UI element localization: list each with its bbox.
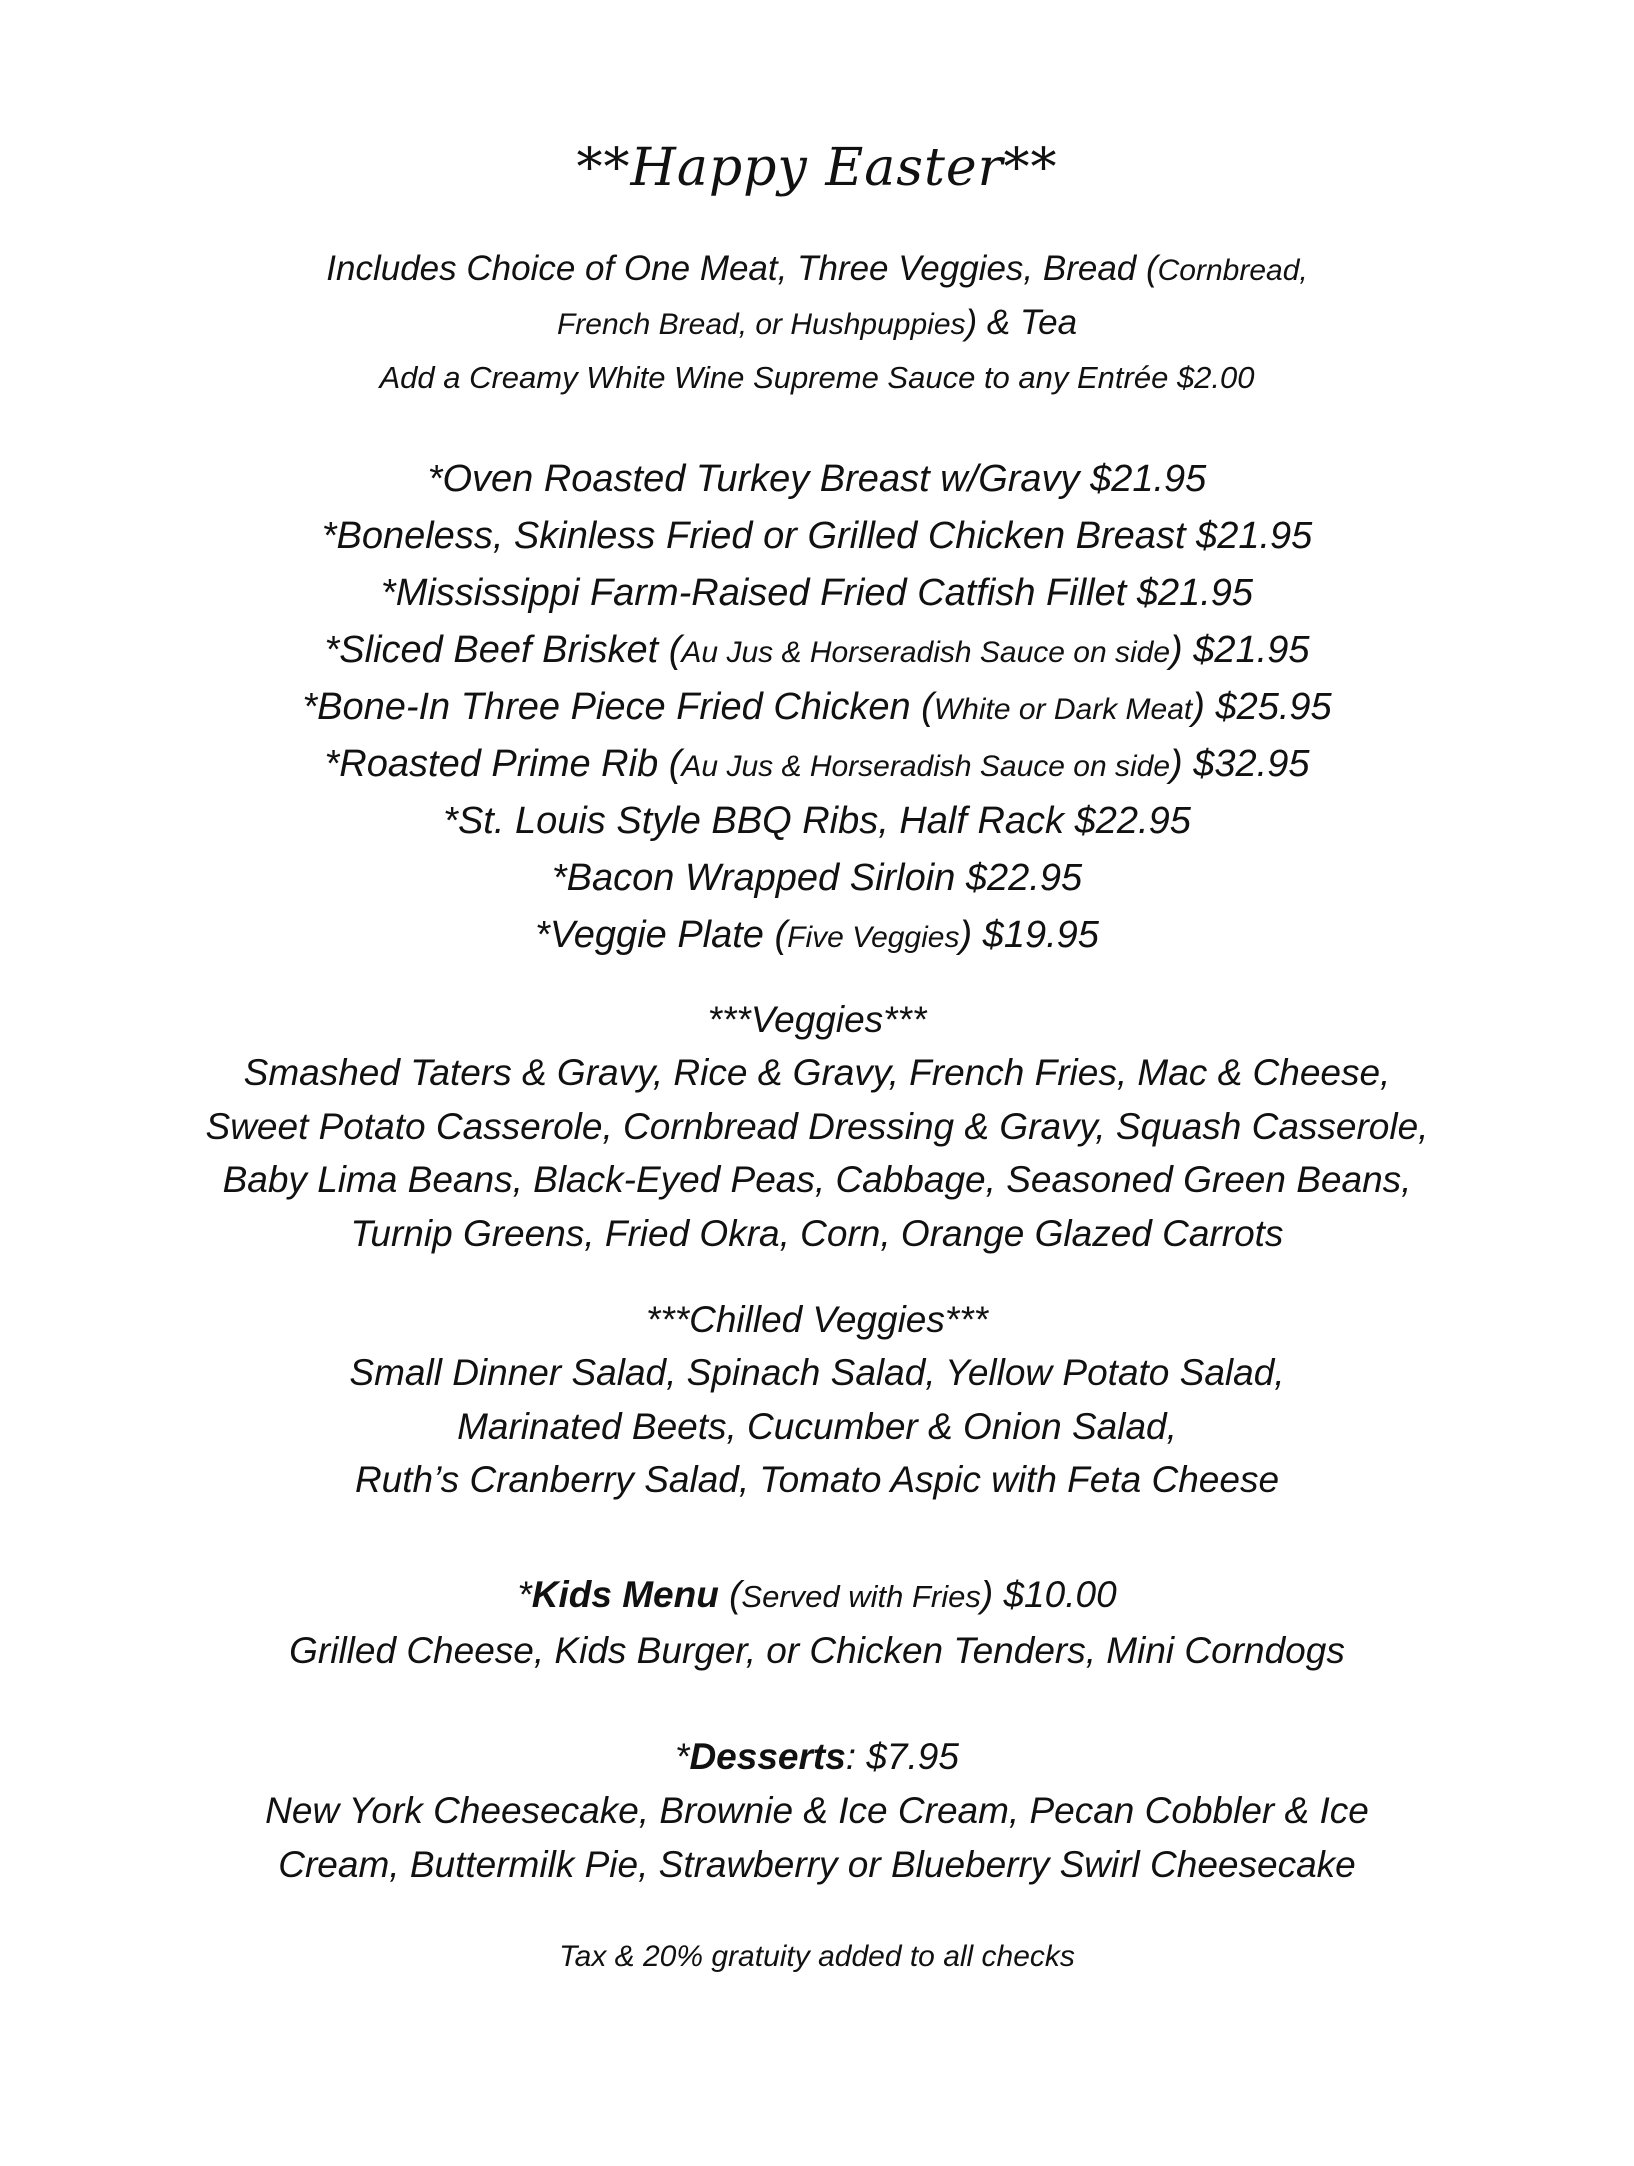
chilled-veggies-line: Small Dinner Salad, Spinach Salad, Yellow Potato Salad, <box>349 1352 1285 1393</box>
intro-line-1: Includes Choice of One Meat, Three Veggies, Bread (Cornbread, <box>326 249 1308 288</box>
veggies-line: Smashed Taters & Gravy, Rice & Gravy, French Fries, Mac & Cheese, <box>243 1052 1391 1093</box>
entree-item: *Bone-In Three Piece Fried Chicken (White or Dark Meat) $25.95 <box>302 686 1332 728</box>
entree-item: *St. Louis Style BBQ Ribs, Half Rack $22.95 <box>443 800 1191 842</box>
kids-menu-items: Grilled Cheese, Kids Burger, or Chicken Tenders, Mini Corndogs <box>289 1630 1345 1671</box>
menu-title: **Happy Easter** <box>576 138 1058 198</box>
entree-item: *Boneless, Skinless Fried or Grilled Chicken Breast $21.95 <box>321 515 1313 557</box>
chilled-veggies-heading: ***Chilled Veggies*** <box>645 1299 989 1340</box>
entree-item: *Sliced Beef Brisket (Au Jus & Horseradish Sauce on side) $21.95 <box>324 629 1310 671</box>
veggies-line: Baby Lima Beans, Black-Eyed Peas, Cabbage, Seasoned Green Beans, <box>222 1159 1412 1200</box>
kids-menu-section <box>0 1568 1634 1678</box>
veggies-list <box>0 1046 1634 1260</box>
veggies-line: Turnip Greens, Fried Okra, Corn, Orange Glazed Carrots <box>350 1212 1284 1254</box>
entree-item: *Mississippi Farm-Raised Fried Catfish Fillet $21.95 <box>380 572 1254 614</box>
chilled-veggies-line: Ruth’s Cranberry Salad, Tomato Aspic with Feta Cheese <box>354 1459 1280 1500</box>
intro-line-2: French Bread, or Hushpuppies) & Tea <box>556 303 1078 342</box>
veggies-line: Sweet Potato Casserole, Cornbread Dressing & Gravy, Squash Casserole, <box>205 1105 1429 1147</box>
entree-item: *Roasted Prime Rib (Au Jus & Horseradish Sauce on side) $32.95 <box>324 743 1310 785</box>
entree-item: *Bacon Wrapped Sirloin $22.95 <box>551 857 1083 899</box>
desserts-line: New York Cheesecake, Brownie & Ice Cream, Pecan Cobbler & Ice <box>265 1790 1369 1831</box>
desserts-heading: *Desserts: $7.95 <box>675 1736 959 1777</box>
veggies-heading: ***Veggies*** <box>707 999 927 1040</box>
intro-text <box>0 243 1634 351</box>
entree-list <box>0 452 1634 965</box>
desserts-section <box>0 1730 1634 1892</box>
desserts-line: Cream, Buttermilk Pie, Strawberry or Blueberry Swirl Cheesecake <box>278 1844 1356 1885</box>
sauce-addon-text: Add a Creamy White Wine Supreme Sauce to any Entrée $2.00 <box>379 360 1255 395</box>
entree-item: *Veggie Plate (Five Veggies) $19.95 <box>535 914 1099 956</box>
kids-menu-heading: *Kids Menu (Served with Fries) $10.00 <box>517 1574 1117 1615</box>
footer-note: Tax & 20% gratuity added to all checks <box>559 1940 1075 1973</box>
chilled-veggies-line: Marinated Beets, Cucumber & Onion Salad, <box>457 1405 1177 1447</box>
entree-item: *Oven Roasted Turkey Breast w/Gravy $21.95 <box>427 458 1207 500</box>
chilled-veggies-list <box>0 1346 1634 1507</box>
